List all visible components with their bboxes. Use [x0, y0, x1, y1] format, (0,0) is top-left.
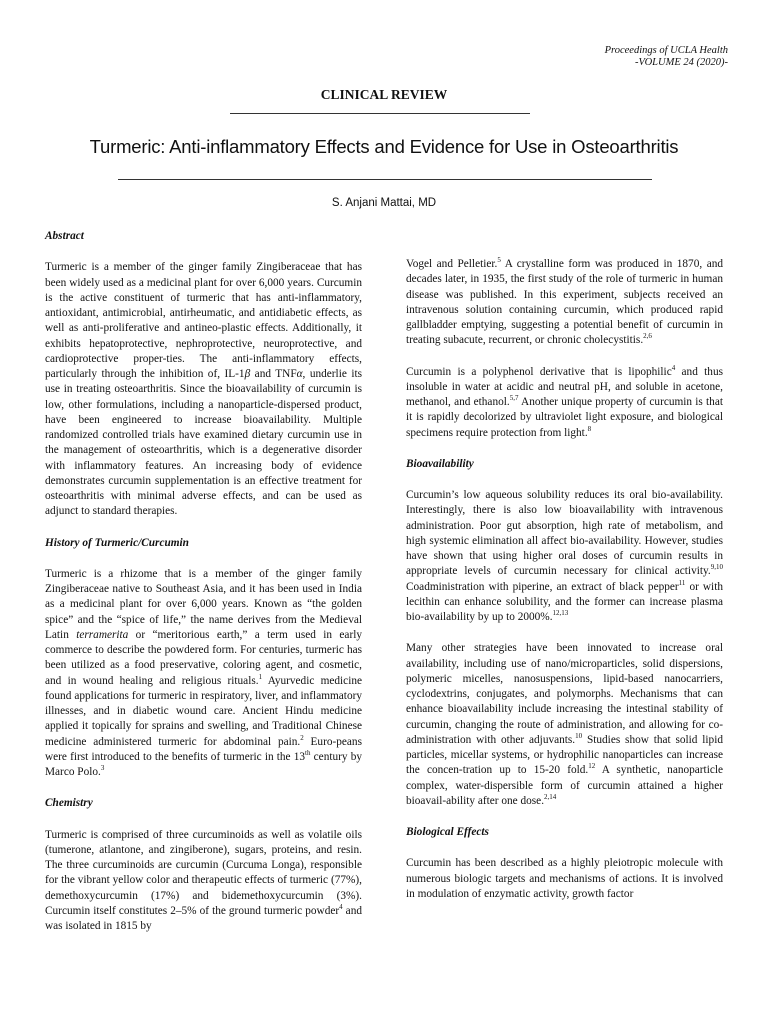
chemistry-heading: Chemistry — [45, 797, 93, 810]
title-top-rule — [230, 113, 530, 114]
biological-effects-heading: Biological Effects — [406, 826, 489, 838]
title-bottom-rule — [118, 179, 652, 180]
journal-name: Proceedings of UCLA Health — [604, 45, 728, 56]
article-title: Turmeric: Anti-inflammatory Effects and Evidence for Use in Osteoarthritis — [89, 136, 679, 157]
history-paragraph: Turmeric is a rhizome that is a member of the ginger family Zingiberaceae native to Southeast Asia, and it has been used in India as a medicinal plant for over 6,000 years. Known as “the golden spice” and the “spice of life,” the name derives from the Medieval Latin terramerita or “meritorious earth,” a term used in early commerce to describe the powdered form. For centuries, turmeric has been utilized as a food preservative, coloring agent, and cosmetic, and in wound healing and religious rituals.$^1$ Ayurvedic medicine found applications for turmeric in respiratory, liver, and inflammatory illnesses, and in diabetic wound care. Ancient Hindu medicine applied it topically for sprains and swelling, and Traditional Chinese medicine administered turmeric for abdominal pain.$^2$ Euro-peans were first introduced to the benefits of turmeric in the 13th century by Marco Polo.$^3$ — [45, 567, 363, 778]
history-heading: History of Turmeric/Curcumin — [45, 536, 189, 549]
author-line: S. Anjani Mattai, MD — [331, 197, 437, 209]
history-continued-paragraph: Vogel and Pelletier.$^5$ A crystalline form was produced in 1870, and decades later, in 1935, the first study of the role of turmeric in human disease was published. In this experiment, subjects received an intravenous solution containing curcumin, which produced rapid gallbladder emptying, suggesting a potential benefit of curcumin in treating subacute, recurrent, or chronic cholecystitis.$^{2,6}$ — [406, 256, 724, 347]
bioavailability-paragraph: Curcumin’s low aqueous solubility reduces its oral bio-availability. Interestingly, there is also low bioavailability with intravenous administration. Poor gut absorption, high rate of metabolism, and high systemic elimination all affect bio-availability. However, studies have shown that using higher oral doses of curcumin results in appropriate levels of curcumin necessary for clinical activity.$^{9,10}$ Coadministration with piperine, an extract of black pepper$^{11}$ or with lecithin can enhance solubility, and the former can increase plasma bio-availability by up to 2000%.$^{12,13}$ — [406, 489, 723, 623]
left-column — [45, 229, 362, 934]
abstract-heading: Abstract — [45, 230, 84, 242]
bioavailability-heading: Bioavailability — [406, 457, 474, 470]
journal-volume: -VOLUME 24 (2020)- — [634, 57, 728, 68]
abstract-paragraph: Turmeric is a member of the ginger family Zingiberaceae that has been widely used as a medicinal plant for over 6,000 years. Curcumin is the active constituent of turmeric that has anti-inflammatory, antioxidant, antimicrobial, antirheumatic, and antidiabetic effects, as well as anti-proliferative and antineo-plastic effects. Additionally, it exhibits hepatoprotective, nephroprotective, neuroprotective, and cardioprotective proper-ties. The anti-inflammatory effects, particularly through the inhibition of, IL-1β and TNFα, underlie its use in treating osteoarthritis. Since the bioavailability of curcumin is low, other formulations, including a nanoparticle-dispersed product, have been engineered to increase bioavailability. Multiple randomized controlled trials have examined dietary curcumin use in the management of osteoarthritis, which is a degenerative disorder with inflammatory features. An increasing body of evidence demonstrates curcumin supplementation is an effective treatment for osteoarthritis with minimal adverse effects, and can be used as adjunct to standard therapies. — [45, 261, 362, 518]
journal-header — [605, 45, 728, 69]
chemistry-paragraph: Turmeric is comprised of three curcuminoids as well as volatile oils (tumerone, atlantone, and zingiberone), sugars, proteins, and resin. The three curcuminoids are curcumin (Curcuma Longa), responsible for the vibrant yellow color and therapeutic effects of turmeric (77%), demethoxycurcumin (17%) and bidemethoxycurcumin (3%). Curcumin itself constitutes 2–5% of the ground turmeric powder$^4$ and was isolated in 1815 by — [45, 828, 362, 932]
section-label: CLINICAL REVIEW — [320, 87, 448, 102]
strategies-paragraph: Many other strategies have been innovated to increase oral availability, including use of nano/microparticles, solid dispersions, polymeric micelles, nanosuspensions, lipid-based nanocarriers, cyclodextrins, conjugates, and polymorphs. Mechanisms that can enhance bioavailability include increasing the intestinal stability of curcumin, changing the route of administration, and allowing for co-administration with other adjuvants.$^{10}$ Studies show that solid lipid particles, micellar systems, or hydrophilic nanoparticles can increase the concen-tration up to 15-20 fold.$^{12}$ A synthetic, nanoparticle complex, water-dispersible form of curcumin attained a higher bioavail-ability after one dose.$^{2,14}$ — [406, 642, 723, 807]
biological-effects-paragraph: Curcumin has been described as a highly pleiotropic molecule with numerous biologic targets and mechanisms of actions. It is involved in modulation of enzymatic activity, growth factor — [406, 857, 723, 900]
right-column — [406, 257, 723, 902]
polyphenol-paragraph: Curcumin is a polyphenol derivative that is lipophilic$^4$ and thus insoluble in water at acidic and neutral pH, and soluble in acetone, methanol, and ethanol.$^{5,7}$ Another unique property of curcumin is that it is rapidly decolorized by ultraviolet light exposure, and biological specimens require protection from light.$^8$ — [406, 363, 723, 439]
